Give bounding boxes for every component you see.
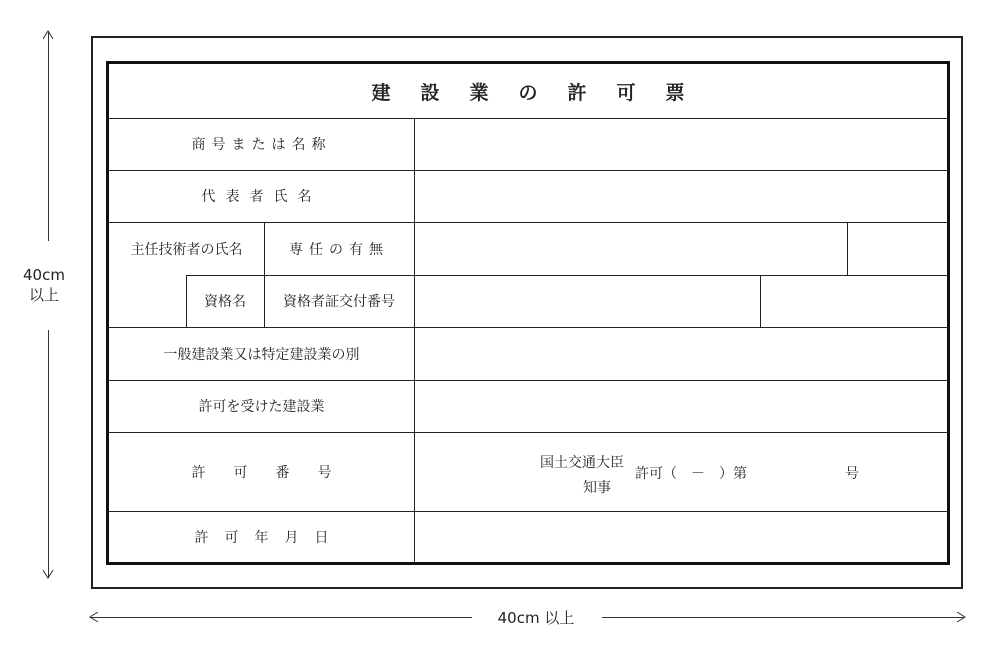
column-divider-certificate-value — [760, 275, 761, 327]
label-permit-number: 許可番号 — [191, 464, 360, 481]
label-chief-engineer: 主任技術者の氏名 — [130, 241, 243, 258]
label-representative: 代表者氏名 — [201, 189, 322, 205]
height-label-suffix: 以上 — [28, 286, 59, 304]
label-full-time: 専任の有無 — [289, 241, 389, 258]
permit-authority-minister: 国土交通大臣 — [540, 455, 624, 471]
column-divider-full-time-value — [847, 222, 848, 275]
permit-number-suffix: 号 — [845, 466, 859, 482]
label-permit-date: 許可年月日 — [194, 529, 345, 546]
permit-sign-table — [106, 61, 950, 565]
permit-number-text: 許可（ － ）第 — [635, 466, 747, 482]
label-general-or-specific: 一般建設業又は特定建設業の別 — [163, 346, 360, 363]
sign-title: 建設業の許可票 — [371, 81, 715, 104]
label-trade-name: 商号または名称 — [191, 137, 332, 153]
label-qualification: 資格名 — [204, 294, 246, 310]
column-divider — [414, 118, 415, 562]
label-permitted-business: 許可を受けた建設業 — [198, 399, 325, 415]
height-label — [18, 266, 70, 305]
height-arrow-line-bottom — [48, 330, 49, 578]
arrow-right-icon — [956, 612, 966, 623]
permit-authority-governor: 知事 — [583, 480, 611, 496]
arrow-down-icon — [43, 569, 54, 579]
width-arrow-line-right — [602, 617, 964, 618]
width-arrow-line-left — [90, 617, 472, 618]
label-certificate-number: 資格者証交付番号 — [283, 294, 395, 310]
height-label-value: 40cm — [23, 266, 65, 284]
height-arrow-line-top — [48, 31, 49, 241]
width-label: 40cm 以上 — [497, 609, 575, 627]
